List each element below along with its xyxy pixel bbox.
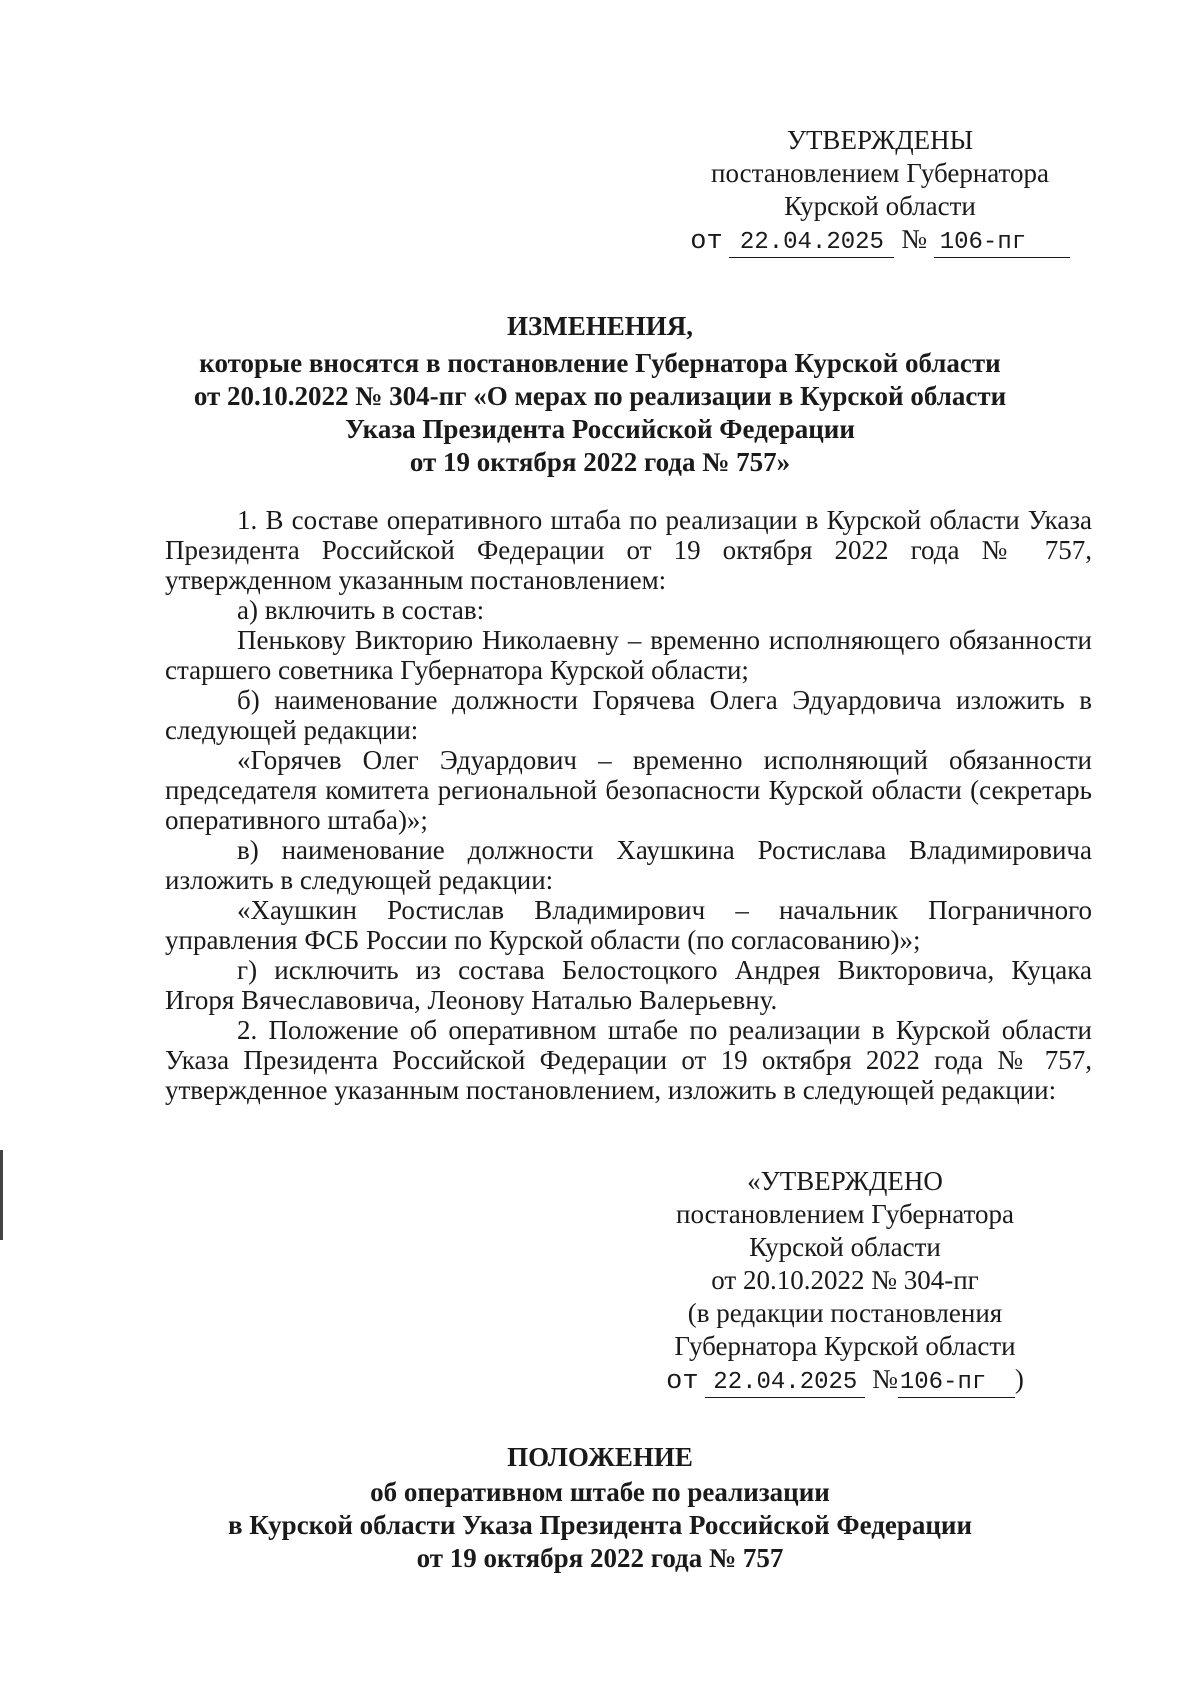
approval-number: 106-пг (898, 1369, 1015, 1398)
approval-line: Курской области (784, 191, 976, 221)
regulation-heading (0, 1441, 1200, 1575)
heading-line: от 19 октября 2022 года № 757» (409, 447, 791, 477)
scan-edge-mark (0, 1150, 3, 1240)
approval-line: постановлением Губернатора (711, 158, 1049, 188)
paragraph: 2. Положение об оперативном штабе по реализации в Курской области Указа Президента Российской Федерации от 19 октября 2022 года № 757, утвержденное указанным постановлением, изложить в следующей редакции: (165, 1015, 1092, 1105)
paragraph: «Хаушкин Ростислав Владимирович – начальник Пограничного управления ФСБ России по Курской области (по согласованию)»; (165, 895, 1092, 955)
approval-title: УТВЕРЖДЕНЫ (786, 125, 974, 155)
heading-title: ИЗМЕНЕНИЯ, (506, 311, 693, 341)
approval-date: 22.04.2025 (729, 229, 894, 258)
approval-date: 22.04.2025 (705, 1369, 865, 1398)
approval-date-line (660, 223, 1100, 259)
approval-number: 106-пг (934, 229, 1070, 258)
heading-title: ПОЛОЖЕНИЕ (507, 1442, 693, 1472)
number-prefix: № (901, 224, 927, 254)
paragraph: 1. В составе оперативного штаба по реализации в Курской области Указа Президента Российской Федерации от 19 октября 2022 года № 757, утвержденном указанным постановлением: (165, 505, 1092, 595)
heading-line: Указа Президента Российской Федерации (345, 414, 855, 444)
heading-line: от 19 октября 2022 года № 757 (416, 1543, 784, 1573)
heading-line: от 20.10.2022 № 304-пг «О мерах по реализации в Курской области (193, 381, 1007, 411)
paragraph: г) исключить из состава Белостоцкого Андрея Викторовича, Куцака Игоря Вячеславовича, Леонову Наталью Валерьевну. (165, 955, 1092, 1015)
document-body (165, 505, 1092, 1105)
approval-block-regulation (645, 1165, 1045, 1399)
paragraph: а) включить в состав: (237, 595, 485, 625)
date-prefix: от (690, 227, 723, 257)
heading-line: которые вносятся в постановление Губернатора Курской области (199, 348, 1001, 378)
paragraph: в) наименование должности Хаушкина Ростислава Владимировича изложить в следующей редакции: (165, 835, 1092, 895)
approval-date-line (645, 1363, 1045, 1399)
paragraph: б) наименование должности Горячева Олега Эдуардовича изложить в следующей редакции: (165, 685, 1092, 745)
number-prefix: № (872, 1364, 898, 1394)
approval-block-top (660, 124, 1100, 259)
date-prefix: от (666, 1367, 699, 1397)
approval-line: Губернатора Курской области (674, 1331, 1016, 1361)
closing-paren: ) (1014, 1364, 1024, 1394)
approval-line: Курской области (749, 1232, 941, 1262)
changes-heading (0, 310, 1200, 479)
approval-line: от 20.10.2022 № 304-пг (711, 1265, 979, 1295)
approval-title: «УТВЕРЖДЕНО (747, 1166, 943, 1196)
paragraph: «Горячев Олег Эдуардович – временно исполняющий обязанности председателя комитета региональной безопасности Курской области (секретарь оперативного штаба)»; (165, 745, 1092, 835)
approval-line: постановлением Губернатора (676, 1199, 1014, 1229)
heading-line: об оперативном штабе по реализации (370, 1477, 830, 1507)
heading-line: в Курской области Указа Президента Российской Федерации (227, 1510, 973, 1540)
paragraph: Пенькову Викторию Николаевну – временно исполняющего обязанности старшего советника Губернатора Курской области; (165, 625, 1092, 685)
approval-line: (в редакции постановления (687, 1298, 1003, 1328)
